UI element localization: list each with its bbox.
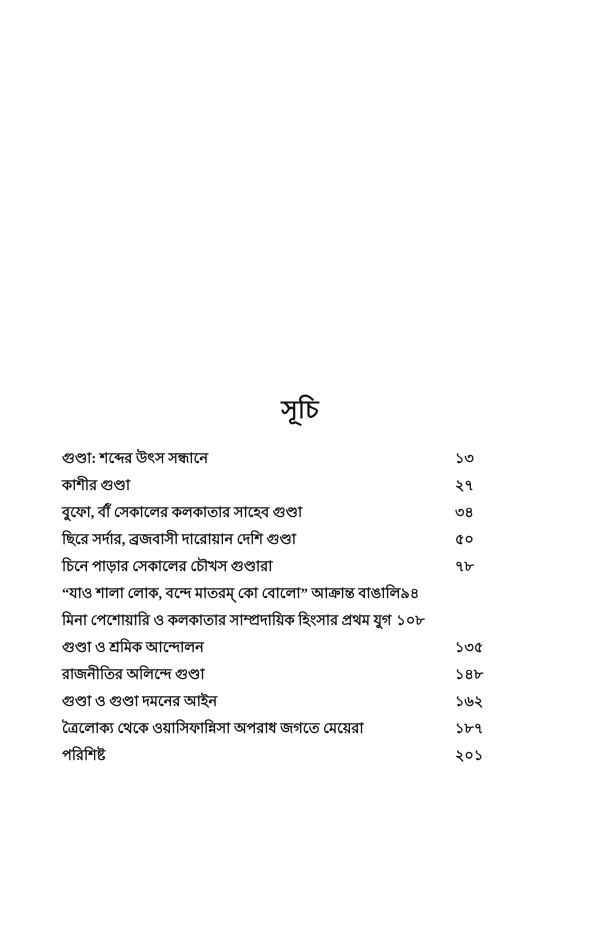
toc-row — [62, 635, 538, 662]
toc-entry-page-number: ১৩৫ — [455, 640, 484, 656]
toc-entry-title: “যাও শালা লোক, বন্দে মাতরম্ কো বোলো” আক্রান্ত বাঙালি — [62, 586, 401, 602]
toc-row — [62, 527, 538, 554]
toc-entry-title: ত্রৈলোক্য থেকে ওয়াসিফান্নিসা অপরাধ জগতে মেয়েরা — [62, 721, 364, 737]
toc-entry-page-number: ১৮৭ — [455, 721, 484, 737]
toc-entry-page-number: ১৬২ — [455, 694, 484, 710]
table-of-contents-list — [62, 446, 538, 770]
toc-row — [62, 608, 538, 635]
toc-row — [62, 662, 538, 689]
toc-entry-title: কাশীর গুণ্ডা — [62, 478, 131, 494]
toc-entry-title: চিনে পাড়ার সেকালের চৌখস গুণ্ডারা — [62, 559, 273, 575]
toc-entry-title: গুণ্ডা ও গুণ্ডা দমনের আইন — [62, 694, 218, 710]
toc-entry-page-number: ১৪৮ — [455, 667, 484, 683]
toc-row — [62, 554, 538, 581]
toc-entry-page-number: ১০৮ — [396, 613, 425, 629]
toc-entry-title: বুফো, র্বাঁ সেকালের কলকাতার সাহেব গুণ্ডা — [62, 505, 303, 521]
toc-entry-page-number: ২০১ — [455, 748, 484, 764]
toc-row — [62, 473, 538, 500]
toc-entry-page-number: ১৩ — [455, 451, 474, 467]
toc-row — [62, 743, 538, 770]
toc-entry-title: গুণ্ডা: শব্দের উৎস সন্ধানে — [62, 451, 208, 467]
toc-row — [62, 500, 538, 527]
toc-row — [62, 716, 538, 743]
toc-entry-page-number: ৭৮ — [455, 559, 474, 575]
toc-entry-title: ছিরে সর্দার, ব্রজবাসী দারোয়ান দেশি গুণ্ডা — [62, 532, 296, 548]
toc-row — [62, 446, 538, 473]
toc-entry-page-number: ৯৪ — [400, 586, 420, 602]
toc-row — [62, 581, 538, 608]
toc-row — [62, 689, 538, 716]
page-title: সূচি — [281, 397, 319, 424]
toc-entry-title: পরিশিষ্ট — [62, 748, 106, 764]
toc-entry-page-number: ৩৪ — [455, 505, 474, 521]
toc-entry-title: গুণ্ডা ও শ্রমিক আন্দোলন — [62, 640, 204, 656]
toc-entry-title: মিনা পেশোয়ারি ও কলকাতার সাম্প্রদায়িক হিংসার প্রথম যুগ — [62, 613, 392, 629]
toc-entry-page-number: ৫০ — [455, 532, 474, 548]
toc-entry-title: রাজনীতির অলিন্দে গুণ্ডা — [62, 667, 205, 683]
toc-entry-page-number: ২৭ — [455, 478, 474, 494]
